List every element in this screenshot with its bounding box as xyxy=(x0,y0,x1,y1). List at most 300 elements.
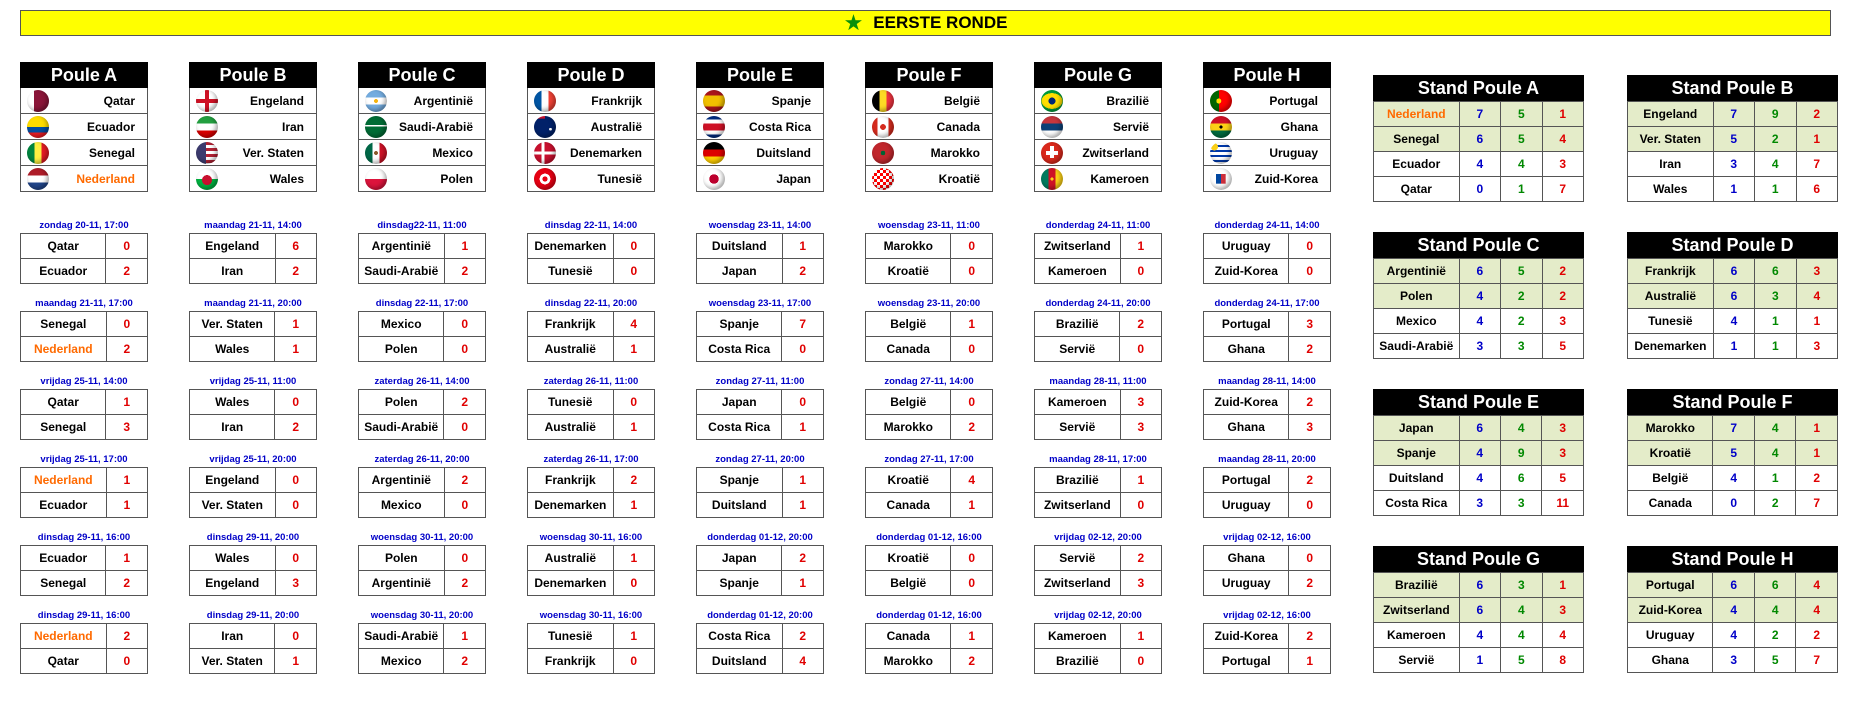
match-row xyxy=(697,234,824,259)
poule-team-row[interactable] xyxy=(1203,114,1331,140)
standings-row xyxy=(1628,334,1838,359)
score-cell[interactable]: 2 xyxy=(951,649,993,674)
score-cell[interactable]: 1 xyxy=(613,546,654,571)
standings-row xyxy=(1374,648,1584,673)
poule-team-row[interactable] xyxy=(865,166,993,192)
team-name: Ghana xyxy=(1628,648,1713,673)
match-row xyxy=(697,649,824,674)
score-cell[interactable]: 0 xyxy=(613,390,655,415)
poule-team-row[interactable] xyxy=(1203,88,1331,114)
score-cell[interactable]: 0 xyxy=(106,649,147,674)
score-cell[interactable]: 0 xyxy=(613,259,654,284)
team-name: Iran xyxy=(281,119,304,134)
match-score-table xyxy=(865,467,993,518)
stat-cell-l: 2 xyxy=(1796,466,1838,491)
score-cell[interactable]: 7 xyxy=(782,312,824,337)
match-row xyxy=(697,390,824,415)
match-date: vrijdag 25-11, 17:00 xyxy=(40,454,128,465)
standings-row xyxy=(1374,127,1584,152)
poule-team-row[interactable] xyxy=(358,88,486,114)
match-row xyxy=(359,234,486,259)
match-card xyxy=(20,376,148,440)
score-cell[interactable]: 0 xyxy=(1289,259,1331,284)
score-cell[interactable]: 2 xyxy=(1289,390,1331,415)
score-cell[interactable]: 6 xyxy=(275,234,316,259)
score-cell[interactable]: 0 xyxy=(275,468,316,493)
match-row xyxy=(359,312,486,337)
match-date: dinsdag 22-11, 20:00 xyxy=(544,298,638,309)
match-score-table xyxy=(865,311,993,362)
poule-team-row[interactable] xyxy=(696,140,824,166)
match-score-table xyxy=(1034,311,1162,362)
score-cell[interactable]: 0 xyxy=(1120,259,1161,284)
poule-team-row[interactable] xyxy=(20,140,148,166)
match-row xyxy=(528,337,655,362)
team-name: Denemarken xyxy=(1628,334,1714,359)
team-name: Duitsland xyxy=(697,649,783,674)
score-cell[interactable]: 2 xyxy=(444,468,485,493)
score-cell[interactable]: 1 xyxy=(613,624,655,649)
stat-cell-w: 7 xyxy=(1459,102,1500,127)
score-cell[interactable]: 1 xyxy=(613,415,655,440)
score-cell[interactable]: 4 xyxy=(782,649,823,674)
stat-cell-d: 1 xyxy=(1754,466,1796,491)
score-cell[interactable]: 3 xyxy=(1289,312,1331,337)
match-date: zaterdag 26-11, 20:00 xyxy=(374,454,470,465)
score-cell[interactable]: 0 xyxy=(106,234,148,259)
score-cell[interactable]: 1 xyxy=(275,312,317,337)
team-name: Kroatië xyxy=(1628,441,1713,466)
poule-table xyxy=(1034,62,1162,192)
match-row xyxy=(21,259,148,284)
match-date: woensdag 23-11, 17:00 xyxy=(708,298,812,309)
argentina-flag-icon xyxy=(365,90,387,112)
match-score-table xyxy=(1034,233,1162,284)
poule-table xyxy=(358,62,486,192)
score-cell[interactable]: 0 xyxy=(444,312,486,337)
stat-cell-w: 4 xyxy=(1713,598,1755,623)
match-date: dinsdag 22-11, 14:00 xyxy=(544,220,638,231)
poule-team-row[interactable] xyxy=(358,114,486,140)
team-name: Marokko xyxy=(866,234,951,259)
poule-title: Poule C xyxy=(358,62,486,88)
match-date: zaterdag 26-11, 11:00 xyxy=(543,376,639,387)
score-cell[interactable]: 1 xyxy=(1289,649,1331,674)
team-name: Ver. Staten xyxy=(190,649,275,674)
team-name: Japan xyxy=(1374,416,1460,441)
match-row xyxy=(697,415,824,440)
poule-team-row[interactable] xyxy=(189,140,317,166)
score-cell[interactable]: 0 xyxy=(782,390,824,415)
standings-row xyxy=(1628,648,1838,673)
team-name: Duitsland xyxy=(697,493,783,518)
score-cell[interactable]: 0 xyxy=(444,493,485,518)
score-cell[interactable]: 0 xyxy=(951,259,993,284)
team-name: Qatar xyxy=(21,649,107,674)
score-cell[interactable]: 1 xyxy=(1120,468,1161,493)
score-cell[interactable]: 2 xyxy=(1289,337,1331,362)
stat-cell-d: 4 xyxy=(1501,623,1542,648)
team-name: Nederland xyxy=(21,337,107,362)
standings-row xyxy=(1374,102,1584,127)
team-name: Ver. Staten xyxy=(190,493,276,518)
poule-team-row[interactable] xyxy=(696,114,824,140)
match-row xyxy=(21,624,148,649)
score-cell[interactable]: 1 xyxy=(782,234,823,259)
score-cell[interactable]: 3 xyxy=(1120,571,1161,596)
score-cell[interactable]: 1 xyxy=(106,493,147,518)
team-name: Marokko xyxy=(930,145,980,160)
match-date: woensdag 23-11, 14:00 xyxy=(708,220,812,231)
team-name: Servië xyxy=(1374,648,1460,673)
standings-table xyxy=(1627,75,1838,202)
match-row xyxy=(1204,337,1331,362)
match-row xyxy=(1035,468,1162,493)
team-name: Brazilië xyxy=(1035,649,1121,674)
match-score-table xyxy=(1034,389,1162,440)
match-row xyxy=(1035,546,1162,571)
match-row xyxy=(528,649,655,674)
stat-cell-w: 3 xyxy=(1713,152,1754,177)
usa-flag-icon xyxy=(196,142,218,164)
score-cell[interactable]: 2 xyxy=(444,649,486,674)
stat-cell-l: 3 xyxy=(1796,259,1837,284)
match-score-table xyxy=(189,545,317,596)
score-cell[interactable]: 3 xyxy=(1289,415,1331,440)
score-cell[interactable]: 0 xyxy=(782,337,824,362)
match-row xyxy=(697,259,824,284)
match-row xyxy=(190,624,317,649)
poule-team-row[interactable] xyxy=(189,166,317,192)
score-cell[interactable]: 2 xyxy=(782,624,823,649)
team-name: België xyxy=(866,312,951,337)
stat-cell-d: 1 xyxy=(1755,334,1796,359)
score-cell[interactable]: 2 xyxy=(613,468,654,493)
score-cell[interactable]: 2 xyxy=(1120,312,1162,337)
team-name: Zuid-Korea xyxy=(1254,171,1318,186)
stat-cell-w: 0 xyxy=(1713,491,1755,516)
poule-team-row[interactable] xyxy=(527,140,655,166)
poule-team-row[interactable] xyxy=(696,88,824,114)
score-cell[interactable]: 2 xyxy=(1289,468,1331,493)
team-name: Ghana xyxy=(1204,546,1289,571)
team-name: Japan xyxy=(776,171,811,186)
standings-row xyxy=(1628,177,1838,202)
stat-cell-l: 2 xyxy=(1542,284,1584,309)
poule-team-row[interactable] xyxy=(20,166,148,192)
score-cell[interactable]: 0 xyxy=(1289,234,1331,259)
match-row xyxy=(866,312,993,337)
team-name: Portugal xyxy=(1628,573,1713,598)
stat-cell-l: 7 xyxy=(1796,648,1838,673)
score-cell[interactable]: 1 xyxy=(782,415,824,440)
match-score-table xyxy=(1034,545,1162,596)
score-cell[interactable]: 0 xyxy=(444,415,486,440)
match-date: woensdag 23-11, 11:00 xyxy=(878,220,980,231)
match-score-table xyxy=(358,311,486,362)
poule-team-row[interactable] xyxy=(1034,140,1162,166)
match-row xyxy=(190,337,317,362)
match-row xyxy=(697,571,824,596)
poule-team-row[interactable] xyxy=(20,88,148,114)
stat-cell-d: 6 xyxy=(1500,466,1541,491)
score-cell[interactable]: 1 xyxy=(275,337,317,362)
match-row xyxy=(528,390,655,415)
match-card xyxy=(358,376,486,440)
team-name: Australië xyxy=(528,337,614,362)
stat-cell-l: 3 xyxy=(1542,441,1584,466)
poule-team-row[interactable] xyxy=(358,166,486,192)
score-cell[interactable]: 1 xyxy=(275,649,317,674)
score-cell[interactable]: 1 xyxy=(782,493,823,518)
match-date: maandag 21-11, 17:00 xyxy=(35,298,133,309)
score-cell[interactable]: 0 xyxy=(951,337,993,362)
match-card xyxy=(865,610,993,674)
match-row xyxy=(1204,649,1331,674)
team-name: Qatar xyxy=(21,234,106,259)
score-cell[interactable]: 0 xyxy=(951,234,993,259)
team-name: Canada xyxy=(866,337,951,362)
score-cell[interactable]: 0 xyxy=(1120,649,1161,674)
stat-cell-w: 6 xyxy=(1713,284,1754,309)
stat-cell-d: 2 xyxy=(1754,623,1796,648)
poule-title: Poule E xyxy=(696,62,824,88)
score-cell[interactable]: 0 xyxy=(951,546,993,571)
stat-cell-l: 4 xyxy=(1796,284,1837,309)
stat-cell-w: 5 xyxy=(1713,441,1755,466)
score-cell[interactable]: 0 xyxy=(1120,337,1162,362)
team-name: Mexico xyxy=(1374,309,1460,334)
team-name: Tunesië xyxy=(528,624,614,649)
score-cell[interactable]: 0 xyxy=(613,649,655,674)
match-row xyxy=(21,468,148,493)
match-row xyxy=(866,546,993,571)
match-row xyxy=(697,546,824,571)
match-row xyxy=(528,415,655,440)
stat-cell-d: 2 xyxy=(1755,127,1796,152)
team-name: Brazilië xyxy=(1374,573,1460,598)
wales-flag-icon xyxy=(196,168,218,190)
match-date: vrijdag 02-12, 16:00 xyxy=(1223,610,1311,621)
team-name: Wales xyxy=(190,546,276,571)
score-cell[interactable]: 0 xyxy=(1289,493,1331,518)
poule-team-row[interactable] xyxy=(1034,88,1162,114)
team-name: Tunesië xyxy=(528,259,614,284)
team-name: Australië xyxy=(528,415,614,440)
poule-team-row[interactable] xyxy=(1034,114,1162,140)
standings-row xyxy=(1374,573,1584,598)
match-row xyxy=(528,312,655,337)
score-cell[interactable]: 1 xyxy=(613,493,654,518)
score-cell[interactable]: 1 xyxy=(613,337,655,362)
stat-cell-w: 4 xyxy=(1713,623,1755,648)
team-name: Polen xyxy=(1374,284,1460,309)
match-card xyxy=(20,298,148,362)
score-cell[interactable]: 2 xyxy=(444,259,485,284)
match-score-table xyxy=(189,233,317,284)
score-cell[interactable]: 2 xyxy=(106,571,148,596)
page-title: EERSTE RONDE xyxy=(873,13,1008,32)
score-cell[interactable]: 0 xyxy=(613,571,654,596)
poule-team-row[interactable] xyxy=(696,166,824,192)
score-cell[interactable]: 1 xyxy=(444,624,486,649)
team-name: Australië xyxy=(590,119,642,134)
team-name: Saudi-Arabië xyxy=(398,119,473,134)
match-score-table xyxy=(527,623,655,674)
score-cell[interactable]: 0 xyxy=(275,624,317,649)
match-row xyxy=(1204,571,1331,596)
match-date: maandag 28-11, 17:00 xyxy=(1049,454,1147,465)
poule-team-row[interactable] xyxy=(527,114,655,140)
score-cell[interactable]: 0 xyxy=(275,546,316,571)
team-name: Qatar xyxy=(1374,177,1460,202)
match-card xyxy=(358,298,486,362)
score-cell[interactable]: 2 xyxy=(275,415,317,440)
score-cell[interactable]: 0 xyxy=(106,312,147,337)
match-card xyxy=(189,220,317,284)
score-cell[interactable]: 3 xyxy=(1120,415,1161,440)
team-name: Frankrijk xyxy=(591,93,642,108)
portugal-flag-icon xyxy=(1210,90,1232,112)
team-name: Marokko xyxy=(866,415,951,440)
team-name: Engeland xyxy=(1628,102,1714,127)
stat-cell-l: 7 xyxy=(1796,491,1838,516)
match-date: donderdag 01-12, 16:00 xyxy=(876,610,982,621)
match-row xyxy=(697,337,824,362)
score-cell[interactable]: 2 xyxy=(951,415,993,440)
match-score-table xyxy=(189,623,317,674)
qatar-flag-icon xyxy=(27,90,49,112)
stat-cell-l: 3 xyxy=(1542,416,1584,441)
team-name: Ecuador xyxy=(1374,152,1460,177)
score-cell[interactable]: 2 xyxy=(106,259,148,284)
match-card xyxy=(20,454,148,518)
team-name: Uruguay xyxy=(1628,623,1713,648)
score-cell[interactable]: 1 xyxy=(1120,234,1161,259)
match-row xyxy=(866,390,993,415)
score-cell[interactable]: 1 xyxy=(951,493,993,518)
poule-team-row[interactable] xyxy=(865,140,993,166)
score-cell[interactable]: 4 xyxy=(951,468,993,493)
match-row xyxy=(190,649,317,674)
team-name: Japan xyxy=(697,546,782,571)
score-cell[interactable]: 0 xyxy=(275,493,316,518)
score-cell[interactable]: 0 xyxy=(275,390,317,415)
stat-cell-w: 4 xyxy=(1459,623,1500,648)
match-row xyxy=(359,546,486,571)
score-cell[interactable]: 4 xyxy=(613,312,655,337)
poule-team-row[interactable] xyxy=(1203,140,1331,166)
stat-cell-d: 4 xyxy=(1754,598,1796,623)
score-cell[interactable]: 3 xyxy=(1120,390,1161,415)
score-cell[interactable]: 1 xyxy=(782,571,824,596)
poule-team-row[interactable] xyxy=(20,114,148,140)
score-cell[interactable]: 2 xyxy=(106,624,147,649)
poule-team-row[interactable] xyxy=(865,114,993,140)
score-cell[interactable]: 0 xyxy=(613,234,654,259)
standings-row xyxy=(1374,416,1584,441)
score-cell[interactable]: 2 xyxy=(106,337,147,362)
score-cell[interactable]: 2 xyxy=(1289,624,1331,649)
score-cell[interactable]: 3 xyxy=(106,415,148,440)
poule-team-row[interactable] xyxy=(189,88,317,114)
score-cell[interactable]: 2 xyxy=(1120,546,1161,571)
standings-row xyxy=(1374,309,1584,334)
poule-team-row[interactable] xyxy=(358,140,486,166)
tunisia-flag-icon xyxy=(534,168,556,190)
stat-cell-w: 7 xyxy=(1713,416,1755,441)
match-card xyxy=(865,532,993,596)
score-cell[interactable]: 2 xyxy=(444,571,485,596)
match-score-table xyxy=(696,233,824,284)
score-cell[interactable]: 1 xyxy=(951,312,993,337)
poule-team-row[interactable] xyxy=(1203,166,1331,192)
stat-cell-w: 6 xyxy=(1459,573,1500,598)
score-cell[interactable]: 1 xyxy=(444,234,485,259)
score-cell[interactable]: 2 xyxy=(782,259,823,284)
score-cell[interactable]: 1 xyxy=(106,468,147,493)
match-date: donderdag 24-11, 11:00 xyxy=(1045,220,1151,231)
mexico-flag-icon xyxy=(365,142,387,164)
poule-team-row[interactable] xyxy=(527,166,655,192)
team-name: Spanje xyxy=(697,312,782,337)
team-name: Spanje xyxy=(771,93,811,108)
standings-row xyxy=(1628,466,1838,491)
match-date: maandag 21-11, 14:00 xyxy=(204,220,302,231)
team-name: Iran xyxy=(190,624,275,649)
team-name: Zuid-Korea xyxy=(1628,598,1713,623)
match-row xyxy=(528,493,655,518)
score-cell[interactable]: 1 xyxy=(951,624,993,649)
team-name: Costa Rica xyxy=(697,337,782,362)
croatia-flag-icon xyxy=(872,168,894,190)
score-cell[interactable]: 0 xyxy=(951,390,993,415)
score-cell[interactable]: 2 xyxy=(444,390,486,415)
match-card xyxy=(20,220,148,284)
score-cell[interactable]: 2 xyxy=(782,546,824,571)
canada-flag-icon xyxy=(872,116,894,138)
match-date: zaterdag 26-11, 14:00 xyxy=(374,376,470,387)
score-cell[interactable]: 1 xyxy=(782,468,823,493)
score-cell[interactable]: 3 xyxy=(275,571,316,596)
score-cell[interactable]: 0 xyxy=(1289,546,1331,571)
match-card xyxy=(1203,220,1331,284)
score-cell[interactable]: 0 xyxy=(444,546,485,571)
score-cell[interactable]: 0 xyxy=(951,571,993,596)
poule-team-row[interactable] xyxy=(1034,166,1162,192)
stat-cell-l: 4 xyxy=(1542,127,1583,152)
team-name: Denemarken xyxy=(528,493,614,518)
team-name: Iran xyxy=(190,259,276,284)
stat-cell-l: 8 xyxy=(1542,648,1583,673)
score-cell[interactable]: 1 xyxy=(1120,624,1161,649)
match-date: donderdag 01-12, 20:00 xyxy=(707,610,813,621)
match-date: vrijdag 02-12, 20:00 xyxy=(1054,610,1142,621)
poule-team-row[interactable] xyxy=(865,88,993,114)
score-cell[interactable]: 1 xyxy=(106,390,148,415)
standings-title: Stand Poule A xyxy=(1373,75,1584,101)
score-cell[interactable]: 0 xyxy=(1120,493,1161,518)
stat-cell-w: 4 xyxy=(1459,284,1500,309)
score-cell[interactable]: 2 xyxy=(275,259,316,284)
stat-cell-l: 5 xyxy=(1542,334,1584,359)
standings-row xyxy=(1374,177,1584,202)
score-cell[interactable]: 2 xyxy=(1289,571,1331,596)
score-cell[interactable]: 0 xyxy=(444,337,486,362)
poule-team-row[interactable] xyxy=(527,88,655,114)
score-cell[interactable]: 1 xyxy=(106,546,148,571)
poule-team-row[interactable] xyxy=(189,114,317,140)
